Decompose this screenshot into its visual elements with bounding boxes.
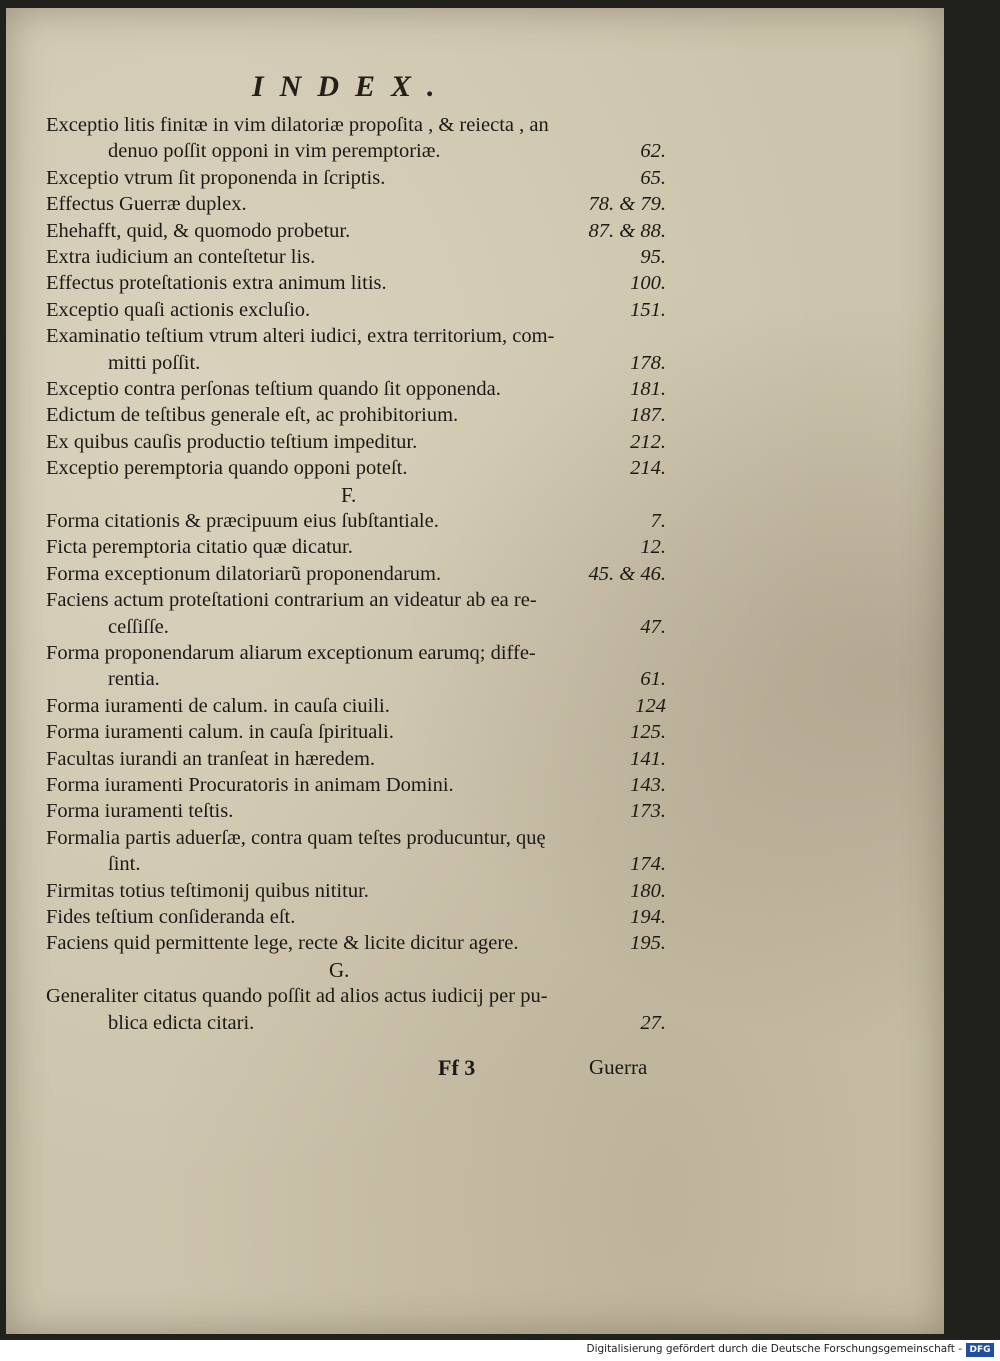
entry-text: ſint. bbox=[108, 853, 141, 875]
index-entry bbox=[46, 402, 666, 428]
entry-page-number: 78. & 79. bbox=[588, 193, 666, 215]
entry-page-number: 180. bbox=[630, 880, 666, 902]
entry-text: Facultas iurandi an tranſeat in hæredem. bbox=[46, 748, 376, 770]
entry-text: Generaliter citatus quando poſſit ad alios actus iudicij per pu- bbox=[46, 985, 548, 1007]
dfg-logo-icon: DFG bbox=[966, 1343, 994, 1357]
index-entry bbox=[46, 270, 666, 296]
entry-page-number: 214. bbox=[630, 457, 666, 479]
index-entry bbox=[46, 746, 666, 772]
entry-text: Exceptio contra perſonas teſtium quando ſit opponenda. bbox=[46, 378, 501, 400]
index-entry bbox=[46, 165, 666, 191]
entry-text: Exceptio quaſi actionis excluſio. bbox=[46, 299, 311, 321]
entry-page-number: 61. bbox=[640, 668, 666, 690]
index-entry bbox=[46, 825, 666, 851]
index-entry bbox=[46, 455, 666, 481]
entry-page-number: 62. bbox=[640, 140, 666, 162]
index-entry bbox=[46, 429, 666, 455]
index-entry bbox=[46, 640, 666, 666]
entry-text: Extra iudicium an conteſtetur lis. bbox=[46, 246, 316, 268]
entry-text: Forma citationis & præcipuum eius ſubſtantiale. bbox=[46, 510, 439, 532]
entry-page-number: 174. bbox=[630, 853, 666, 875]
entry-text: Firmitas totius teſtimonij quibus nititur. bbox=[46, 880, 369, 902]
entry-page-number: 143. bbox=[630, 774, 666, 796]
entry-page-number: 95. bbox=[640, 246, 666, 268]
dfg-credit-text: Digitalisierung gefördert durch die Deutsche Forschungsgemeinschaft - bbox=[586, 1343, 962, 1355]
entry-text: Edictum de teſtibus generale eſt, ac prohibitorium. bbox=[46, 404, 459, 426]
entry-text: Exceptio vtrum ſit proponenda in ſcriptis. bbox=[46, 167, 386, 189]
entry-page-number: 194. bbox=[630, 906, 666, 928]
entry-text: Fides teſtium conſideranda eſt. bbox=[46, 906, 296, 928]
entry-page-number: 45. & 46. bbox=[588, 563, 666, 585]
index-entry bbox=[108, 851, 666, 877]
index-entry bbox=[108, 350, 666, 376]
index-entry bbox=[46, 930, 666, 956]
entry-text: Forma proponendarum aliarum exceptionum earumq; diffe- bbox=[46, 642, 536, 664]
entry-text: Formalia partis aduerſæ, contra quam teſtes producuntur, quę bbox=[46, 827, 546, 849]
entry-page-number: 65. bbox=[640, 167, 666, 189]
index-entry bbox=[46, 693, 666, 719]
index-entry bbox=[46, 983, 666, 1009]
entry-text: Forma iuramenti teſtis. bbox=[46, 800, 234, 822]
index-entry bbox=[46, 191, 666, 217]
index-entry bbox=[46, 244, 666, 270]
index-entry bbox=[46, 508, 666, 534]
entry-text: Exceptio peremptoria quando opponi poteſt. bbox=[46, 457, 408, 479]
index-entry bbox=[46, 878, 666, 904]
entry-text: Ex quibus cauſis productio teſtium impeditur. bbox=[46, 431, 418, 453]
entry-text: Examinatio teſtium vtrum alteri iudici, extra territorium, com- bbox=[46, 325, 555, 347]
index-entry bbox=[46, 112, 666, 138]
entry-page-number: 125. bbox=[630, 721, 666, 743]
entry-page-number: 100. bbox=[630, 272, 666, 294]
page-header: INDEX. bbox=[252, 70, 451, 103]
index-entry bbox=[46, 323, 666, 349]
entry-page-number: 187. bbox=[630, 404, 666, 426]
entry-text: Effectus proteſtationis extra animum litis. bbox=[46, 272, 387, 294]
entry-text: Ehehafft, quid, & quomodo probetur. bbox=[46, 220, 351, 242]
entry-text: Faciens actum proteſtationi contrarium an videatur ab ea re- bbox=[46, 589, 537, 611]
entry-page-number: 27. bbox=[640, 1012, 666, 1034]
entry-text: Effectus Guerræ duplex. bbox=[46, 193, 247, 215]
catchword: Guerra bbox=[589, 1055, 648, 1079]
index-entry bbox=[46, 218, 666, 244]
entry-page-number: 195. bbox=[630, 932, 666, 954]
dfg-credit-bar bbox=[0, 1340, 1000, 1361]
index-entry bbox=[46, 561, 666, 587]
section-letter: F. bbox=[341, 483, 357, 507]
entry-text: Forma iuramenti calum. in cauſa ſpirituali. bbox=[46, 721, 394, 743]
entry-page-number: 151. bbox=[630, 299, 666, 321]
entry-page-number: 124 bbox=[635, 695, 666, 717]
index-entry bbox=[46, 772, 666, 798]
index-entry bbox=[46, 798, 666, 824]
entry-page-number: 141. bbox=[630, 748, 666, 770]
entry-text: Forma iuramenti Procuratoris in animam Domini. bbox=[46, 774, 454, 796]
index-entry bbox=[46, 719, 666, 745]
index-entry bbox=[108, 614, 666, 640]
entry-text: Ficta peremptoria citatio quæ dicatur. bbox=[46, 536, 353, 558]
index-entry bbox=[108, 666, 666, 692]
entry-page-number: 7. bbox=[650, 510, 666, 532]
index-entry bbox=[108, 138, 666, 164]
index-entry bbox=[46, 587, 666, 613]
index-entry bbox=[46, 904, 666, 930]
entry-text: Faciens quid permittente lege, recte & licite dicitur agere. bbox=[46, 932, 519, 954]
index-entry bbox=[46, 297, 666, 323]
entry-page-number: 173. bbox=[630, 800, 666, 822]
entry-text: ceſſiſſe. bbox=[108, 616, 169, 638]
entry-page-number: 212. bbox=[630, 431, 666, 453]
entry-text: rentia. bbox=[108, 668, 160, 690]
entry-page-number: 178. bbox=[630, 352, 666, 374]
entry-text: Forma exceptionum dilatoriarũ proponendarum. bbox=[46, 563, 442, 585]
entry-text: blica edicta citari. bbox=[108, 1012, 255, 1034]
index-entry bbox=[46, 376, 666, 402]
section-letter: G. bbox=[329, 958, 350, 982]
index-entry bbox=[46, 534, 666, 560]
entry-page-number: 181. bbox=[630, 378, 666, 400]
entry-text: Exceptio litis finitæ in vim dilatoriæ propoſita , & reiecta , an bbox=[46, 114, 549, 136]
entry-page-number: 12. bbox=[640, 536, 666, 558]
entry-page-number: 87. & 88. bbox=[588, 220, 666, 242]
signature-mark: Ff 3 bbox=[438, 1055, 476, 1080]
entry-text: denuo poſſit opponi in vim peremptoriæ. bbox=[108, 140, 441, 162]
entry-text: Forma iuramenti de calum. in cauſa ciuili. bbox=[46, 695, 390, 717]
entry-page-number: 47. bbox=[640, 616, 666, 638]
entry-text: mitti poſſit. bbox=[108, 352, 201, 374]
index-entry bbox=[108, 1010, 666, 1036]
